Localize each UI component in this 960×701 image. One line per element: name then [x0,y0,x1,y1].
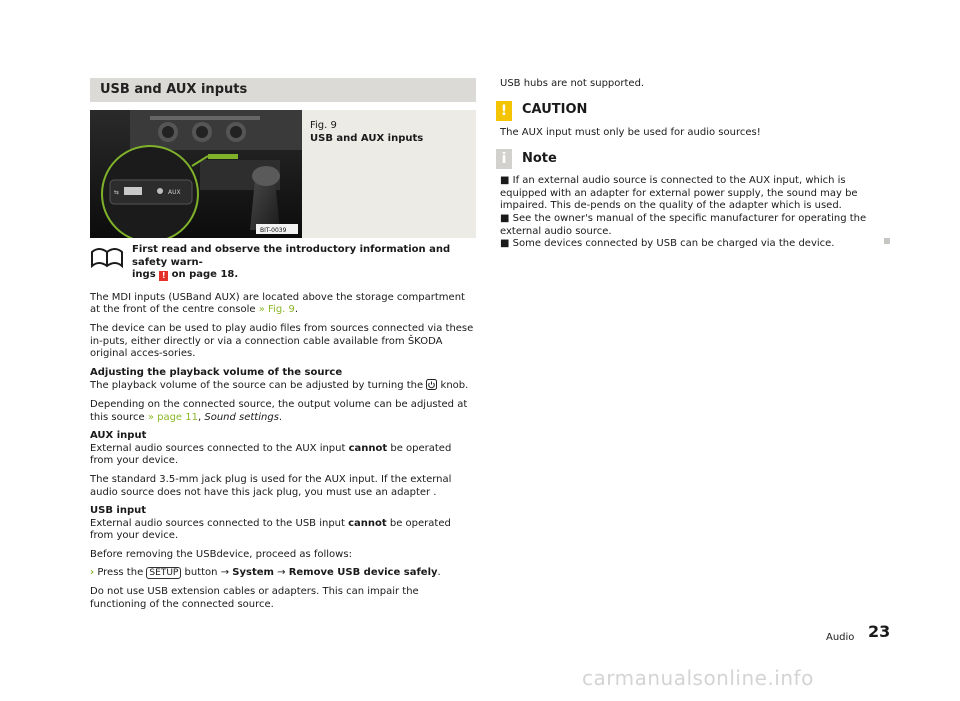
paragraph-aux [90,430,476,468]
aux-label: AUX [168,189,181,196]
p5-text: External audio sources connected to the AUX input [90,442,349,454]
note-item: ■ Some devices connected by USB can be charged via the device. [500,238,835,250]
p5-cannot: cannot [348,442,388,454]
paragraph-jack: The standard 3.5-mm jack plug is used for the AUX input. If the external audio source does not have this jack plug, you must use an adapter . [90,473,452,498]
figure [90,110,476,238]
note-item-text: See the owner's manual of the specific manufacturer for operating the external audio source. [500,212,867,237]
paragraph-usb [90,505,476,543]
figure-image [90,110,302,238]
caution-icon: ! [496,101,512,121]
p7-text: External audio sources connected to the USB input [90,517,349,529]
step-remove-usb [90,567,476,580]
intro-warning [90,244,476,282]
p5-end: be operated from your device. [90,442,452,467]
p1-text: The MDI inputs (USBand AUX) are located above the storage compartment at the front of the centre console [90,291,465,316]
step-end: . [437,567,441,579]
note-title: Note [522,150,557,166]
heading-usb: USB input [90,505,147,517]
p1-end: . [294,304,299,316]
p7-cannot: cannot [348,517,387,529]
caution-text: The AUX input must only be used for audio sources! [500,126,761,138]
setup-key: SETUP [146,567,181,579]
sound-settings-ref: Sound settings [204,411,279,423]
paragraph-remove: Before removing the USBdevice, proceed as follows: [90,548,352,560]
warning-exclamation-icon: ! [159,271,168,281]
figure-code: BIT-0039 [260,227,287,234]
step-text-b: button → [184,567,230,579]
heading-volume: Adjusting the playback volume of the source [90,366,343,378]
p3-text: The playback volume of the source can be adjusted by turning the [90,380,424,392]
figure-link[interactable]: » Fig. 9 [258,304,295,316]
figure-caption: USB and AUX inputs [310,132,424,144]
heading-aux: AUX input [90,430,147,442]
intro-warning-text [132,244,476,282]
book-warning-icon [90,244,124,270]
section-title: USB and AUX inputs [90,78,476,102]
step-arrow: → [277,567,286,579]
intro-warning-page-ref[interactable]: on page 18. [171,269,239,281]
usb-hubs-note: USB hubs are not supported. [500,78,645,89]
note-header [496,149,890,169]
p3-end: knob. [440,380,469,392]
intro-warning-line-a: First read and observe the introductory information and safety warn- [132,244,451,268]
caution-header [496,101,890,121]
p4-text: Depending on the connected source, the output volume can be adjusted at this source [90,398,468,423]
page-number: 23 [868,622,891,641]
caution-title: CAUTION [522,102,588,118]
paragraph-location [90,292,476,317]
paragraph-usage: The device can be used to play audio files from sources connected via these in-puts, either directly or via a connection cable available from ŠKODA original acces-sories. [90,322,474,360]
right-column [500,78,890,251]
footer-chapter: Audio [826,632,855,643]
step-menu-system: System [232,567,274,579]
page-link[interactable]: » page 11 [147,411,198,423]
step-text-a: Press the [97,567,144,579]
step-arrow-icon: › [90,567,95,579]
paragraph-volume [90,367,476,393]
note-item-text: If an external audio source is connected to the AUX input, which is equipped with an adapter for external power supply, the sound may be impaired. This de-pends on the quality of the adapter which is used. [500,175,858,212]
figure-caption-box [302,110,431,238]
power-knob-icon [426,379,437,390]
p4-end: . [278,411,283,423]
intro-warning-line-b: ings [132,269,156,281]
note-list [500,175,890,251]
left-column [90,78,476,617]
note-item-text: Some devices connected by USB can be charged via the device. [512,238,835,250]
note-item: ■ If an external audio source is connected to the AUX input, which is equipped with an adapter for external power supply, the sound may be impaired. This de-pends on the quality of the adapter which is used. [500,175,858,212]
paragraph-extension: Do not use USB extension cables or adapters. This can impair the functioning of the connected source. [90,586,419,610]
watermark: carmanualsonline.info [582,666,814,690]
step-menu-remove: Remove USB device safely [288,567,438,579]
p7-end: be operated from your device. [90,517,451,542]
console-illustration [90,110,302,238]
figure-number: Fig. 9 [310,120,337,131]
paragraph-output-volume [90,399,476,424]
p4-sep: , [198,411,205,423]
svg-text:⇆: ⇆ [114,189,120,196]
note-item: ■ See the owner's manual of the specific manufacturer for operating the external audio source. [500,212,867,237]
section-end-marker [884,238,890,244]
info-icon: i [496,149,512,169]
body-text [90,292,476,611]
